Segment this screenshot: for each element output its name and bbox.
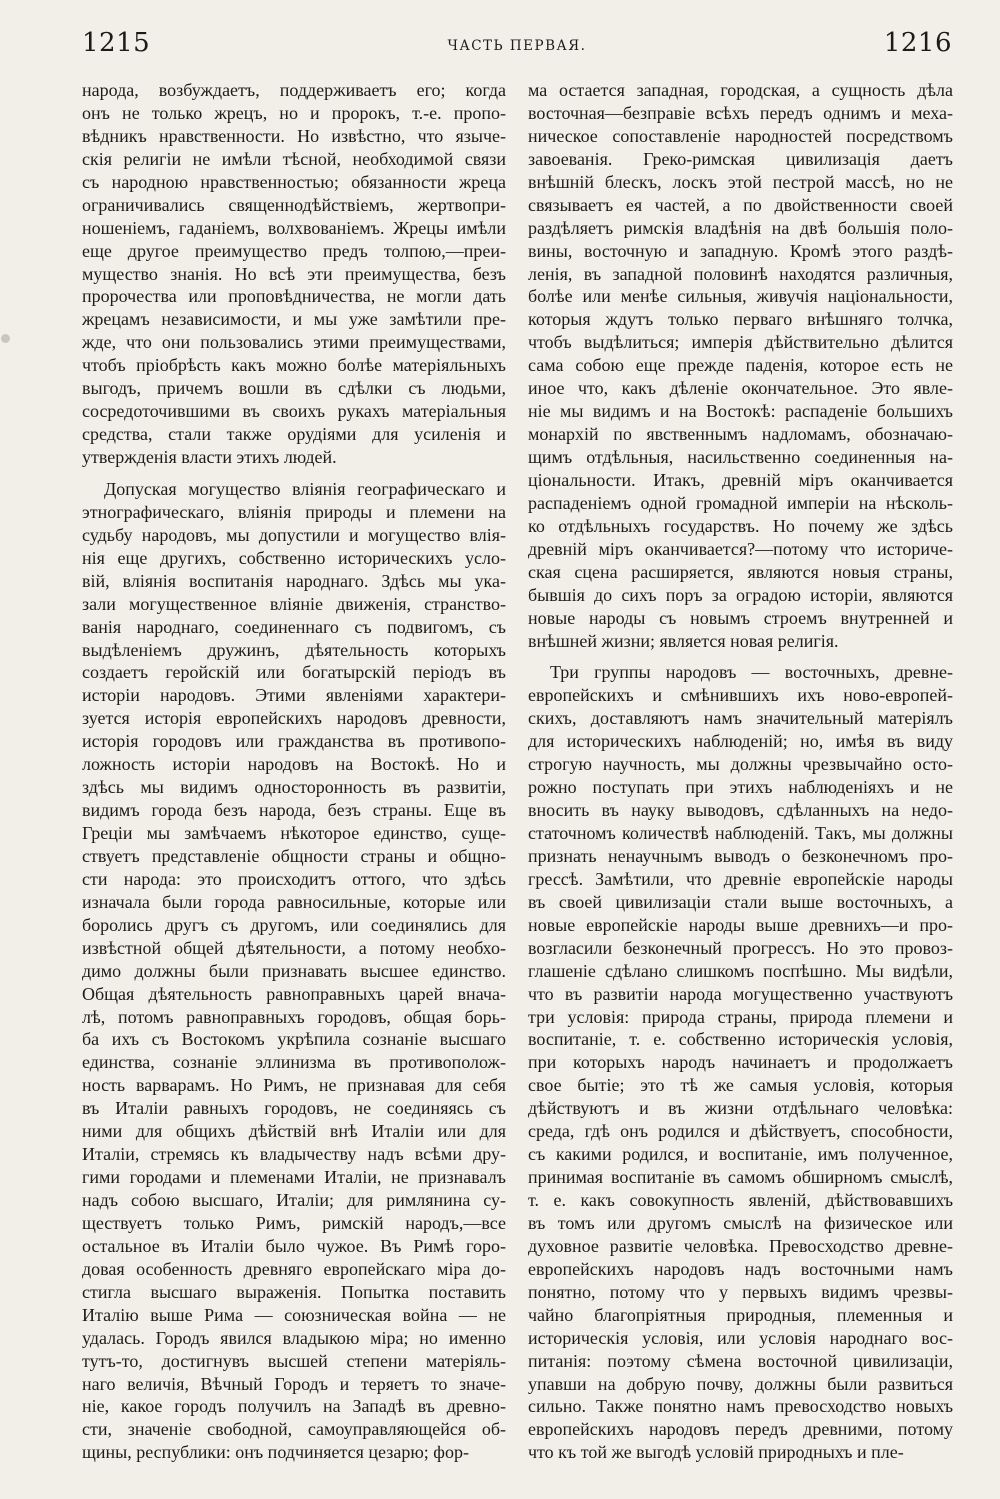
text-line: европейскихъ и смѣнившихъ ихъ ново-европей- bbox=[528, 685, 953, 706]
text-line: новые европейскіе народы выше древнихъ—и про- bbox=[528, 914, 953, 935]
text-line: ническое сопоставленіе народностей посредствомъ bbox=[528, 125, 953, 146]
text-line: новые народы съ новымъ строемъ внутренней и bbox=[528, 607, 953, 628]
text-line: сти народа: это происходитъ оттого, что здѣсь bbox=[82, 868, 506, 889]
text-line: надъ собою высшаго, Италіи; для римлянина су- bbox=[82, 1190, 506, 1210]
text-line: вносить въ науку выводовъ, сдѣланныхъ на недо- bbox=[528, 800, 953, 821]
text-line: внѣшній блескъ, лоскъ этой пестрой массѣ, но не bbox=[528, 171, 953, 192]
text-line: средства, стали также орудіями для усиленія и bbox=[82, 424, 506, 445]
text-line: въ томъ или другомъ смыслѣ на физическое или bbox=[528, 1212, 953, 1233]
text-line: связываетъ ея частей, а по двойственности своей bbox=[528, 194, 953, 215]
text-line: строгую научность, мы должны чрезвычайно осто- bbox=[528, 754, 953, 775]
text-line: довая особенность древняго европейскаго міра до- bbox=[82, 1258, 506, 1279]
text-line: ограничивались священнодѣйствіемъ, жертвопри- bbox=[82, 194, 506, 215]
text-line: еще другое преимущество предъ толпою,—преи- bbox=[82, 240, 506, 261]
text-line: скихъ, доставляютъ намъ значительный матеріялъ bbox=[528, 708, 953, 729]
text-line: въ Италіи равныхъ городовъ, не соединяясь съ bbox=[82, 1098, 506, 1119]
text-line: древній міръ оканчивается?—потому что историче- bbox=[528, 538, 953, 559]
text-line: болѣе или менѣе сильныя, живучія національности, bbox=[528, 286, 953, 307]
text-line: нія еще другихъ, собственно историческихъ усло- bbox=[82, 547, 506, 568]
text-line: что въ развитіи народа могущественно участвуютъ bbox=[528, 983, 953, 1004]
text-line: ними для общихъ дѣйствій внѣ Италіи или для bbox=[82, 1121, 506, 1142]
text-line: лѣ, потомъ равноправныхъ городовъ, общая борь- bbox=[82, 1006, 506, 1027]
text-line: признать ненаучнымъ выводъ о безконечномъ про- bbox=[528, 845, 953, 866]
text-line: тутъ-то, достигнувъ высшей степени матеріяль- bbox=[82, 1350, 506, 1371]
text-line: воспитаніе, т. е. собственно историческія условія, bbox=[528, 1029, 953, 1050]
text-line: удалась. Городъ явился владыкою міра; но именно bbox=[82, 1327, 506, 1348]
text-line: димо должны были признавать высшее единство. bbox=[82, 960, 506, 981]
text-line: ванія народнаго, соединеннаго съ подвигомъ, съ bbox=[82, 616, 506, 637]
text-line: онъ не только жрецъ, но и пророкъ, т.-е. пропо- bbox=[82, 102, 506, 123]
right-text-column bbox=[528, 79, 953, 1464]
page-number-left: 1215 bbox=[82, 28, 151, 58]
text-line: выдѣленіемъ дружинъ, дѣятельность которыхъ bbox=[82, 639, 506, 660]
text-line: жрецамъ независимости, и мы уже замѣтили пре- bbox=[82, 309, 506, 330]
text-line: свое бытіе; это тѣ же самыя условія, которыя bbox=[528, 1075, 953, 1096]
text-line: Греціи мы замѣчаемъ нѣкоторое единство, суще- bbox=[82, 823, 506, 843]
text-line: чайно благопріятныя природныя, племенныя и bbox=[528, 1304, 953, 1325]
ink-blot-mark bbox=[1, 334, 10, 343]
text-line: Италію выше Рима — союзническая война — не bbox=[82, 1304, 506, 1325]
text-line: ществуетъ только Римъ, римскій народъ,—все bbox=[82, 1212, 506, 1233]
text-line: европейскихъ народовъ передъ древними, потому bbox=[528, 1419, 953, 1440]
text-line: статочномъ количествѣ наблюденій. Такъ, мы должны bbox=[528, 823, 953, 843]
text-line: среда, гдѣ онъ родился и дѣйствуетъ, способности, bbox=[528, 1121, 953, 1142]
text-line: выгодъ, причемъ вошли въ сдѣлки съ людьми, bbox=[82, 378, 506, 399]
text-line: съ народною нравственностью; обязанности жреца bbox=[82, 171, 506, 192]
text-line: этнографическаго, вліянія природы и племени на bbox=[82, 501, 506, 522]
text-line: для историческихъ наблюденій; но, имѣя въ виду bbox=[528, 731, 953, 752]
text-line: скія религіи не имѣли тѣсной, необходимой связи bbox=[82, 148, 506, 169]
text-line: щимъ отдѣльныя, насильственно соединенныя на- bbox=[528, 447, 953, 467]
text-line: сти, значеніе свободной, самоуправляющейся об- bbox=[82, 1419, 506, 1440]
text-line: духовное развитіе человѣка. Превосходство древне- bbox=[528, 1235, 953, 1256]
text-line: ніе, какое городъ получилъ на Западѣ въ древно- bbox=[82, 1396, 506, 1417]
text-line: Общая дѣятельность равноправныхъ царей внача- bbox=[82, 983, 506, 1004]
text-line: боролись другъ съ другомъ, или соединялись для bbox=[82, 914, 506, 935]
text-line: упавши на добрую почву, должны были развиться bbox=[528, 1373, 953, 1394]
text-line: ская сцена расширяется, являются новыя страны, bbox=[528, 561, 953, 582]
text-line: народа, возбуждаетъ, поддерживаетъ его; когда bbox=[82, 80, 506, 100]
text-line: при которыхъ народъ начинаетъ и продолжаетъ bbox=[528, 1052, 953, 1073]
text-line: завоеванія. Греко-римская цивилизація даетъ bbox=[528, 148, 953, 169]
text-line: гими городами и племенами Италіи, не признавалъ bbox=[82, 1167, 506, 1188]
text-line: здѣсь мы видимъ односторонность въ развитіи, bbox=[82, 777, 506, 798]
text-line: ціональности. Итакъ, древній міръ оканчивается bbox=[528, 469, 953, 490]
text-line: иное что, какъ дѣленіе окончательное. Это явле- bbox=[528, 378, 953, 399]
text-line: принимая воспитаніе въ самомъ обширномъ смыслѣ, bbox=[528, 1167, 953, 1188]
text-line: вины, восточную и западную. Кромѣ этого раздѣ- bbox=[528, 240, 953, 261]
text-line: грессѣ. Замѣтили, что древніе европейскіе народы bbox=[528, 868, 953, 889]
text-line: мущество знанія. Но всѣ эти преимущества, безъ bbox=[82, 263, 506, 284]
text-line: утвержденія власти этихъ людей. bbox=[82, 447, 337, 467]
text-line: остальное въ Италіи было чужое. Въ Римѣ горо- bbox=[82, 1235, 506, 1256]
text-line: ность варварамъ. Но Римъ, не признавая для себя bbox=[82, 1075, 506, 1096]
text-line: чтобъ пріобрѣсть какъ можно болѣе матеріяльныхъ bbox=[82, 355, 506, 376]
text-line: создаетъ геройскій или богатырскій періодъ въ bbox=[82, 662, 506, 683]
left-text-column bbox=[82, 79, 506, 1464]
text-line: щины, республики: онъ подчиняется цезарю; фор- bbox=[82, 1442, 469, 1463]
text-line: сама собою еще прежде паденія, которое есть не bbox=[528, 355, 953, 376]
text-line: извѣстной общей дѣятельности, а потому необхо- bbox=[82, 937, 506, 958]
text-line: ма остается западная, городская, а сущность дѣла bbox=[528, 80, 953, 100]
text-line: распаденіемъ одной громадной имперіи на нѣсколь- bbox=[528, 492, 953, 513]
text-line: европейскихъ народовъ надъ восточными намъ bbox=[528, 1258, 953, 1279]
text-line: раздѣляетъ римскія владѣнія на двѣ большія поло- bbox=[528, 217, 953, 238]
text-line: питанія: поэтому сѣмена восточной цивилизаціи, bbox=[528, 1350, 953, 1371]
text-line: зуется исторія европейскихъ народовъ древности, bbox=[82, 708, 506, 729]
text-line: судьбу народовъ, мы допустили и могущество влія- bbox=[82, 524, 506, 545]
text-line: бывшія до сихъ поръ за оградою исторіи, являются bbox=[528, 584, 953, 605]
text-line: ніе мы видимъ и на Востокѣ: распаденіе большихъ bbox=[528, 401, 953, 422]
text-line: которыя ждутъ только перваго внѣшняго толчка, bbox=[528, 309, 953, 330]
text-line: ба ихъ съ Востокомъ укрѣпила сознаніе высшаго bbox=[82, 1029, 506, 1050]
text-line: что къ той же выгодѣ условій природныхъ и пле- bbox=[528, 1442, 904, 1463]
text-line: понятно, потому что у первыхъ видимъ чрезвы- bbox=[528, 1281, 953, 1302]
text-line: вѣдникъ нравственности. Но извѣстно, что языче- bbox=[82, 125, 506, 146]
text-line: исторія городовъ или гражданства въ противопо- bbox=[82, 731, 506, 752]
text-line: стигла высшаго выраженія. Попытка поставить bbox=[82, 1281, 506, 1302]
text-line: Допуская могущество вліянія географическаго и bbox=[104, 478, 506, 499]
text-line: сильно. Также понятно намъ превосходство новыхъ bbox=[528, 1396, 953, 1417]
text-line: видимъ города безъ народа, безъ страны. Еще въ bbox=[82, 800, 506, 821]
page-header bbox=[82, 28, 952, 68]
text-line: въ своей цивилизаціи стали выше восточныхъ, а bbox=[528, 891, 953, 912]
text-line: монархій по явственнымъ надломамъ, обозначаю- bbox=[528, 424, 953, 445]
text-line: вій, вліянія воспитанія народнаго. Здѣсь мы ука- bbox=[82, 570, 506, 591]
text-line: внѣшней жизни; является новая религія. bbox=[528, 630, 839, 651]
text-line: историческія условія, или условія народнаго вос- bbox=[528, 1327, 953, 1348]
text-line: чтобъ выдѣлиться; имперія дѣйствительно дѣлится bbox=[528, 332, 953, 353]
text-line: три условія: природа страны, природа племени и bbox=[528, 1006, 953, 1027]
page-number-right: 1216 bbox=[883, 28, 952, 58]
text-line: жде, что они пользовались этими преимуществами, bbox=[82, 332, 506, 353]
text-line: исторіи народовъ. Этими явленіями характери- bbox=[82, 685, 506, 706]
text-line: сосредоточившими въ своихъ рукахъ матеріальныя bbox=[82, 401, 506, 422]
text-line: ношеніемъ, гаданіемъ, волхвованіемъ. Жрецы имѣли bbox=[82, 217, 506, 238]
running-title: ЧАСТЬ ПЕРВАЯ. bbox=[447, 38, 587, 54]
text-line: рожно поступать при этихъ наблюденіяхъ и не bbox=[528, 777, 953, 798]
text-line: единства, сознаніе эллинизма въ противополож- bbox=[82, 1052, 506, 1073]
text-line: т. е. какъ совокупность явленій, дѣйствовавшихъ bbox=[528, 1190, 953, 1210]
text-line: дѣйствуютъ и въ жизни отдѣльнаго человѣка: bbox=[528, 1098, 953, 1119]
text-line: изначала были города равносильные, которые или bbox=[82, 891, 506, 912]
text-line: ложность исторіи народовъ на Востокѣ. Но и bbox=[82, 754, 506, 775]
text-line: пророчества или проповѣдничества, не могли дать bbox=[82, 286, 506, 307]
text-line: наго величія, Вѣчный Городъ и теряетъ то значе- bbox=[82, 1373, 506, 1394]
text-line: Италіи, стремясь къ владычеству надъ всѣми дру- bbox=[82, 1144, 506, 1165]
text-line: съ какими родился, и воспитаніе, имъ полученное, bbox=[528, 1144, 953, 1165]
text-line: возгласили безконечный прогрессъ. Но это провоз- bbox=[528, 937, 953, 958]
text-line: ствуетъ представленіе общности страны и общно- bbox=[82, 845, 506, 866]
text-line: зали могущественное вліяніе движенія, странство- bbox=[82, 593, 506, 614]
text-line: ко отдѣльныхъ государствъ. Но почему же здѣсь bbox=[528, 515, 953, 536]
text-line: ленія, въ западной половинѣ находятся различныя, bbox=[528, 263, 953, 284]
text-line: глашеніе сдѣлано слишкомъ поспѣшно. Мы видѣли, bbox=[528, 960, 953, 981]
text-line: Три группы народовъ — восточныхъ, древне- bbox=[550, 662, 953, 683]
text-line: восточная—безправіе всѣхъ передъ однимъ и меха- bbox=[528, 102, 953, 123]
